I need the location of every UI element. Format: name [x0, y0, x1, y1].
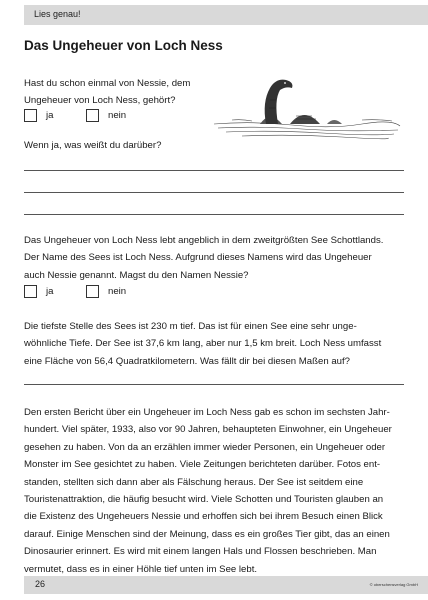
followup-question: Wenn ja, was weißt du darüber? — [24, 140, 162, 151]
paragraph-line: eine Fläche von 56,4 Quadratkilometern. Was fällt dir bei diesen Maßen auf? — [24, 355, 351, 367]
paragraph-line: gesehen zu haben. Von da an erzählen immer wieder Personen, ein Ungeheuer oder — [24, 441, 386, 453]
answer-line[interactable] — [24, 170, 404, 171]
header-band — [24, 5, 428, 25]
nessie-illustration — [212, 70, 402, 140]
answer-options-1 — [24, 109, 184, 125]
yes-checkbox[interactable] — [24, 109, 37, 122]
paragraph-history — [24, 404, 414, 578]
intro-question-line: Ungeheuer von Loch Ness, gehört? — [24, 95, 176, 107]
footer-band — [24, 576, 428, 594]
paragraph-line: Monster im See gesichtet zu haben. Viele Zeitungen berichteten darüber. Fotos ent- — [24, 459, 381, 471]
intro-question — [24, 75, 214, 110]
copyright-notice: © oberschensverlag GmbH — [369, 582, 418, 587]
yes-label: ja — [46, 286, 54, 297]
yes-checkbox[interactable] — [24, 285, 37, 298]
paragraph-line: die Existenz des Ungeheuers Nessie und erhoffen sich bei ihrem Besuch einen Blick — [24, 511, 383, 523]
paragraph-lake-name — [24, 232, 414, 284]
paragraph-line: Das Ungeheuer von Loch Ness lebt angeblich in dem zweitgrößten See Schottlands. — [24, 235, 384, 246]
paragraph-line: darauf. Einige Menschen sind der Meinung, dass es ein großes Tier gibt, das an einen — [24, 528, 390, 540]
yes-label: ja — [46, 110, 54, 121]
answer-line[interactable] — [24, 214, 404, 215]
no-label: nein — [108, 110, 127, 121]
paragraph-line: auch Nessie genannt. Magst du den Namen Nessie? — [24, 269, 249, 281]
paragraph-line: standen, stellten sich dann aber als Fälschung heraus. Der See ist seitdem eine — [24, 476, 364, 488]
header-label: Lies genau! — [34, 9, 81, 19]
answer-options-2 — [24, 285, 184, 301]
intro-question-line: Hast du schon einmal von Nessie, dem — [24, 78, 191, 89]
page-title: Das Ungeheuer von Loch Ness — [24, 38, 223, 53]
page-number: 26 — [35, 579, 46, 589]
paragraph-line: Dinosaurier erinnert. Es wird mit einem langen Hals und Flossen beschrieben. Man — [24, 546, 377, 558]
paragraph-line: Touristenattraktion, die häufig besucht wird. Viele Schotten und Touristen glauben an — [24, 494, 384, 506]
answer-line[interactable] — [24, 384, 404, 385]
no-checkbox[interactable] — [86, 109, 99, 122]
no-label: nein — [108, 286, 127, 297]
answer-line[interactable] — [24, 192, 404, 193]
paragraph-line: Die tiefste Stelle des Sees ist 230 m tief. Das ist für einen See eine sehr unge- — [24, 321, 357, 332]
paragraph-line: hundert. Viel später, 1933, also vor 90 Jahren, behaupteten Einwohner, ein Ungeheuer — [24, 424, 392, 436]
paragraph-line: wöhnliche Tiefe. Der See ist 37,6 km lang, aber nur 1,5 km breit. Loch Ness umfasst — [24, 338, 382, 350]
no-checkbox[interactable] — [86, 285, 99, 298]
paragraph-line: Den ersten Bericht über ein Ungeheuer im Loch Ness gab es schon im sechsten Jahr- — [24, 407, 390, 418]
paragraph-line: Der Name des Sees ist Loch Ness. Aufgrund dieses Namens wird das Ungeheuer — [24, 252, 372, 264]
paragraph-lake-dimensions — [24, 318, 414, 370]
paragraph-line: vermutet, dass es in einer Höhle tief unten im See lebt. — [24, 563, 258, 575]
